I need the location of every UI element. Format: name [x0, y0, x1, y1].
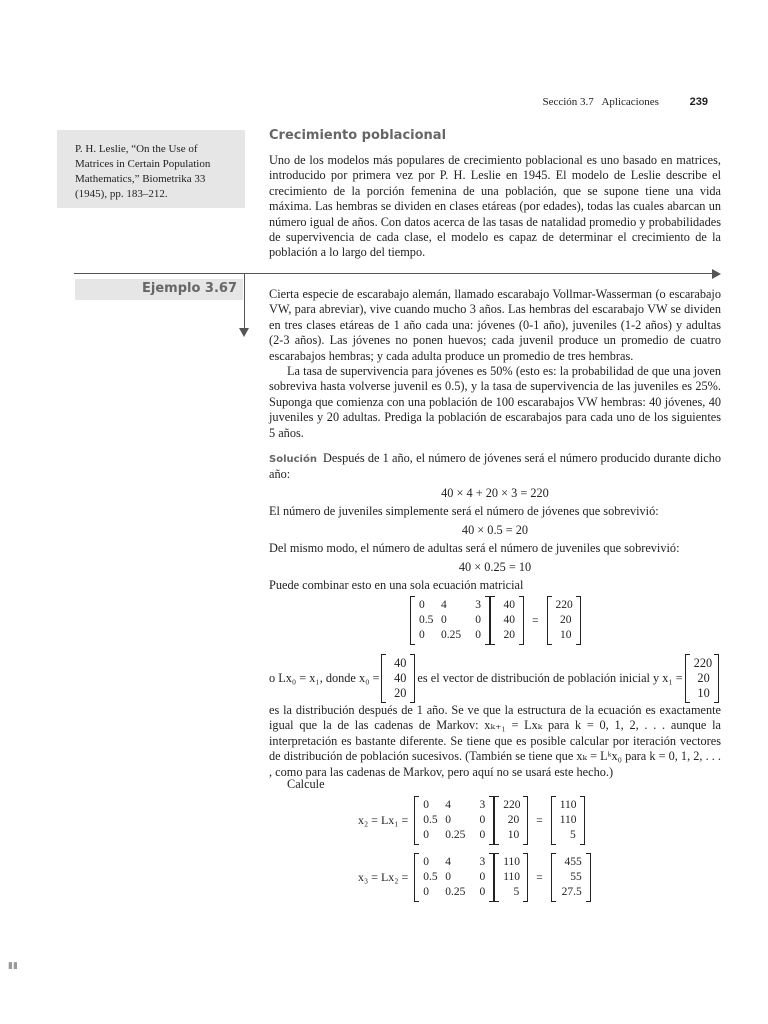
example-label: Ejemplo 3.67	[142, 281, 237, 296]
markov-paragraph: es la distribución después de 1 año. Se ve que la estructura de la ecuación es exactamente igual que la de las cadenas de Markov: xₖ₊₁ = Lxₖ para k = 0, 1, 2, . . . aunque la interpretación es bastante diferente. Se tiene que es posible calcular por iteración vectores de distribución de población sucesivos. (También se tiene que xₖ = Lᵏx₀ para k = 0, 1, 2, . . . , como para las cadenas de Markov, pero aquí no se usará este hecho.)	[269, 703, 721, 779]
calcule-text: Calcule	[287, 777, 325, 791]
equation: 40 × 4 + 20 × 3 = 220	[441, 485, 549, 500]
inline-text: o Lx₀ = x₁, donde x₀ =	[269, 671, 380, 685]
matrix-entry: 110	[559, 799, 577, 811]
page-number: 239	[689, 96, 708, 108]
equals-sign: =	[532, 614, 539, 627]
example-paragraph: Cierta especie de escarabajo alemán, llamado escarabajo Vollmar-Wasserman (o escarabajo VW, para abreviar), vive cuando mucho 3 años. Las hembras del escarabajo VW se dividen en tres clases etáreas de 1 año cada una: jóvenes (0-1 año), juveniles (1-2 años) y adultas (2-3 años). Las jóvenes no ponen huevos; cada juvenil produce un promedio de cuatro escarabajos hembras; y cada adulta produce un promedio de tres hembras.	[269, 287, 721, 363]
matrix-entry: 5	[513, 886, 520, 898]
solution-text: El número de juveniles simplemente será el número de jóvenes que sobrevivió:	[269, 504, 659, 519]
running-header	[0, 96, 708, 108]
reference-line: (1945), pp. 183–212.	[75, 188, 168, 200]
vector-x3	[551, 853, 591, 902]
solution-text: Del mismo modo, el número de adultas será el número de juveniles que sobrevivió:	[269, 541, 680, 556]
matrix-entry: 40	[503, 614, 515, 626]
matrix-entry: 40	[394, 656, 407, 670]
solution-text: Puede combinar esto en una sola ecuación matricial	[269, 577, 524, 592]
equation: 40 × 0.25 = 10	[458, 559, 532, 574]
matrix-entry: 0.25	[445, 829, 466, 841]
matrix-entry: 0	[479, 886, 486, 898]
arrow-down-icon	[239, 328, 249, 337]
vector-x1	[494, 796, 528, 845]
matrix-entry: 40	[503, 599, 515, 611]
matrix-entry: 110	[503, 856, 521, 868]
matrix-entry: 220	[503, 799, 521, 811]
reference-line: Matrices in Certain Population	[75, 158, 211, 170]
matrix-entry: 0	[419, 629, 425, 641]
inline-vector-line	[269, 654, 721, 703]
matrix-entry: 4	[445, 799, 451, 811]
matrix-entry: 110	[503, 871, 521, 883]
vector-x2	[494, 853, 528, 902]
vector-x1	[547, 596, 581, 645]
matrix-entry: 0	[441, 614, 447, 626]
vector-x0-inline	[381, 654, 415, 703]
matrix-entry: 220	[555, 599, 573, 611]
matrix-entry: 0	[479, 829, 486, 841]
matrix-entry: 0.5	[423, 814, 438, 826]
matrix-entry: 0.5	[419, 614, 434, 626]
matrix-entry: 0	[479, 871, 486, 883]
header-section: Sección 3.7	[542, 96, 594, 108]
matrix-entry: 20	[394, 686, 407, 700]
example-body	[269, 287, 721, 593]
leslie-matrix	[414, 796, 494, 845]
solution-text: Después de 1 año, el número de jóvenes será el número producido durante dicho año:	[269, 451, 721, 482]
matrix-entry: 0	[423, 799, 429, 811]
matrix-entry: 4	[441, 599, 447, 611]
divider-rule	[74, 273, 714, 274]
matrix-entry: 4	[445, 856, 451, 868]
matrix-entry: 3	[479, 856, 486, 868]
equation: 40 × 0.5 = 20	[461, 522, 529, 537]
divider-vertical	[244, 273, 245, 329]
matrix-entry: 0	[419, 599, 425, 611]
matrix-equation	[410, 596, 581, 645]
leslie-matrix	[414, 853, 494, 902]
matrix-entry: 0	[475, 614, 481, 626]
reference-line: P. H. Leslie, “On the Use of	[75, 143, 198, 155]
vector-x1-inline	[685, 654, 719, 703]
matrix-entry: 0	[423, 886, 429, 898]
sidebar-reference	[57, 130, 245, 208]
matrix-entry: 27.5	[561, 886, 582, 898]
matrix-entry: 0.25	[445, 886, 466, 898]
matrix-entry: 20	[560, 614, 572, 626]
equals-sign: =	[536, 814, 543, 827]
matrix-entry: 0	[445, 871, 451, 883]
solution-intro	[269, 451, 721, 483]
matrix-entry: 0	[479, 814, 486, 826]
matrix-entry: 3	[475, 599, 481, 611]
arrow-right-icon	[712, 269, 721, 279]
equals-sign: =	[536, 871, 543, 884]
page-edge-mark: ▮▮	[8, 960, 18, 970]
equation-label: x₃ = Lx₂ =	[358, 870, 409, 884]
matrix-entry: 0	[475, 629, 481, 641]
matrix-entry: 455	[564, 856, 582, 868]
matrix-entry: 10	[507, 829, 520, 841]
matrix-entry: 20	[697, 671, 710, 685]
matrix-entry: 40	[394, 671, 407, 685]
matrix-entry: 0.25	[441, 629, 462, 641]
leslie-matrix	[410, 596, 490, 645]
vector-x0	[490, 596, 524, 645]
matrix-entry: 20	[507, 814, 520, 826]
matrix-entry: 0	[423, 856, 429, 868]
equation-label: x₂ = Lx₁ =	[358, 813, 409, 827]
matrix-entry: 5	[569, 829, 576, 841]
matrix-entry: 20	[503, 629, 515, 641]
header-chapter: Aplicaciones	[601, 96, 659, 108]
matrix-entry: 110	[559, 814, 577, 826]
section-title: Crecimiento poblacional	[269, 128, 447, 143]
matrix-equation-x3	[358, 853, 591, 902]
reference-text	[75, 142, 210, 202]
example-paragraph: La tasa de supervivencia para jóvenes es 50% (esto es: la probabilidad de que una joven sobreviva hasta volverse juvenil es 0.5), y la tasa de supervivencia de las juveniles es 25%. Suponga que comienza con una población de 100 escarabajos VW hembras: 40 jóvenes, 40 juveniles y 20 adultas. Prediga la población de escarabajos para cada uno de los siguientes 5 años.	[269, 364, 721, 440]
matrix-entry: 0	[445, 814, 451, 826]
matrix-entry: 220	[693, 656, 713, 670]
reference-line: Mathematics,” Biometrika 33	[75, 173, 206, 185]
inline-text: es el vector de distribución de población inicial y x₁ =	[417, 671, 683, 685]
matrix-entry: 0	[423, 829, 429, 841]
matrix-entry: 10	[697, 686, 710, 700]
matrix-equation-x2	[358, 796, 585, 845]
matrix-entry: 55	[570, 871, 582, 883]
matrix-entry: 0.5	[423, 871, 438, 883]
matrix-entry: 10	[560, 629, 572, 641]
solution-label: Solución	[269, 454, 317, 466]
matrix-entry: 3	[479, 799, 486, 811]
example-label-box	[75, 279, 243, 300]
vector-x2	[551, 796, 585, 845]
intro-paragraph: Uno de los modelos más populares de crecimiento poblacional es uno basado en matrices, introducido por primera vez por P. H. Leslie en 1945. El modelo de Leslie describe el crecimiento de la porción femenina de una población, que se supone tiene una vida máxima. Las hembras se dividen en clases etáreas (por edades), todas las cuales abarcan un número igual de años. Con datos acerca de las tasas de natalidad promedio y probabilidades de supervivencia de cada clase, el modelo es capaz de determinar el crecimiento de la población a lo largo del tiempo.	[269, 153, 721, 260]
